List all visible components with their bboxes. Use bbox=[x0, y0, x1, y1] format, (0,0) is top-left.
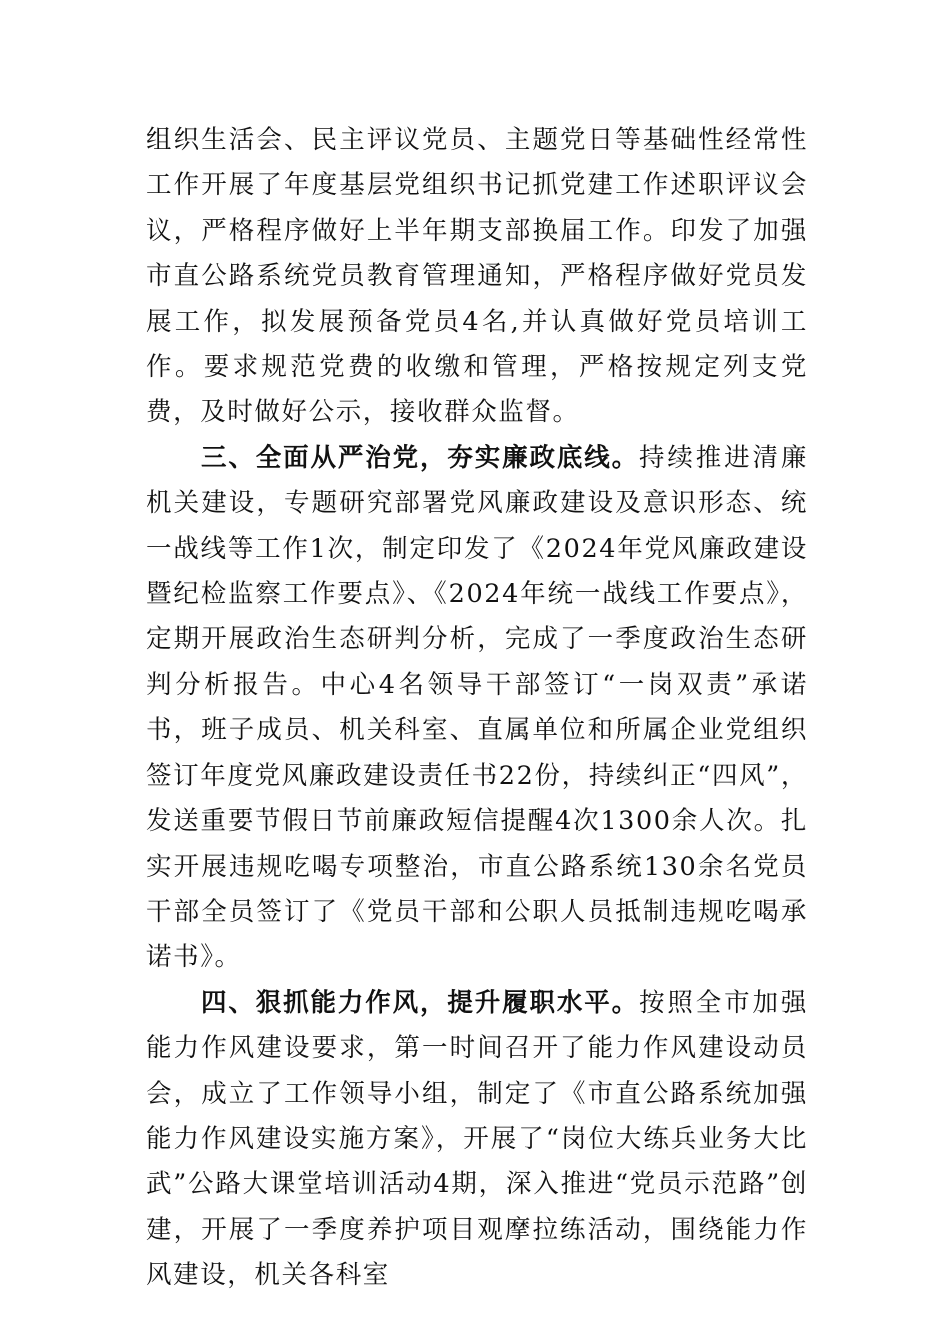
paragraph-section-three bbox=[146, 436, 808, 981]
paragraph-section-four bbox=[146, 981, 808, 1299]
section-heading-four: 四、狠抓能力作风，提升履职水平。 bbox=[201, 987, 640, 1018]
document-body bbox=[146, 118, 808, 1299]
section-heading-three: 三、全面从严治党，夯实廉政底线。 bbox=[201, 442, 640, 473]
paragraph-party-organization-work bbox=[146, 118, 808, 436]
paragraph-text: 按照全市加强能力作风建设要求，第一时间召开了能力作风建设动员会，成立了工作领导小组，制定了《市直公路系统加强能力作风建设实施方案》，开展了“岗位大练兵业务大比武”公路大课堂培训活动4期，深入推进“党员示范路”创建，开展了一季度养护项目观摩拉练活动，围绕能力作风建设，机关各科室 bbox=[146, 987, 808, 1291]
paragraph-text: 持续推进清廉机关建设，专题研究部署党风廉政建设及意识形态、统一战线等工作1次，制定印发了《2024年党风廉政建设暨纪检监察工作要点》、《2024年统一战线工作要点》，定期开展政治生态研判分析，完成了一季度政治生态研判分析报告。中心4名领导干部签订“一岗双责”承诺书，班子成员、机关科室、直属单位和所属企业党组织签订年度党风廉政建设责任书22份，持续纠正“四风”，发送重要节假日节前廉政短信提醒4次1300余人次。扎实开展违规吃喝专项整治，市直公路系统130余名党员干部全员签订了《党员干部和公职人员抵制违规吃喝承诺书》。 bbox=[146, 442, 808, 973]
paragraph-text: 组织生活会、民主评议党员、主题党日等基础性经常性工作开展了年度基层党组织书记抓党建工作述职评议会议，严格程序做好上半年期支部换届工作。印发了加强市直公路系统党员教育管理通知，严格程序做好党员发展工作，拟发展预备党员4名,并认真做好党员培训工作。要求规范党费的收缴和管理，严格按规定列支党费，及时做好公示，接收群众监督。 bbox=[146, 125, 808, 428]
